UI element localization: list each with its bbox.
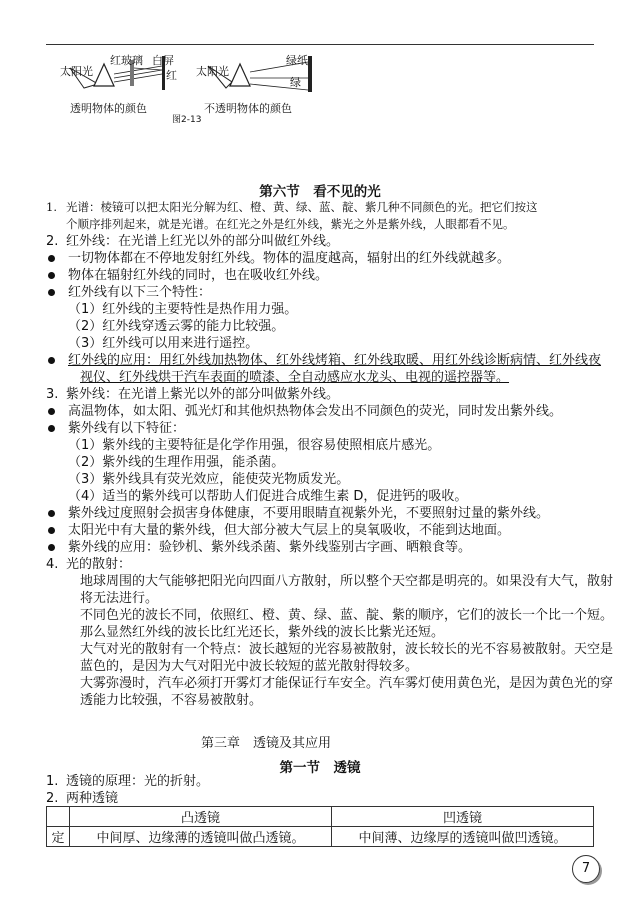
caption-opaque: 不透明物体的颜色	[204, 102, 292, 115]
label-white-screen: 白屏	[152, 54, 174, 67]
list-item	[80, 590, 158, 607]
list-item	[46, 556, 131, 573]
list-text: 大雾弥漫时，汽车必须打开雾灯才能保证行车安全。汽车雾灯使用黄色光，是因为黄色光的穿	[80, 676, 614, 691]
list-item	[80, 624, 444, 641]
list-text: 高温物体，如太阳、弧光灯和其他炽热物体会发出不同颜色的荧光，同时发出紫外线。	[68, 404, 563, 419]
list-text: 那么显然红外线的波长比红光还长，紫外线的波长比紫光还短。	[80, 625, 445, 640]
list-item: 2. 两种透镜	[46, 791, 119, 806]
green-paper	[308, 56, 312, 92]
list-item	[46, 522, 510, 539]
list-text: 一切物体都在不停地发射红外线。物体的温度越高，辐射出的红外线就越多。	[68, 251, 511, 266]
caption-transparent: 透明物体的颜色	[70, 102, 147, 115]
list-text: （3）紫外线具有荧光效应，能使荧光物质发光。	[68, 472, 350, 487]
list-item	[46, 199, 538, 216]
list-text: 紫外线有以下特征：	[68, 421, 186, 436]
bullet-icon	[48, 357, 55, 364]
bullet-icon	[48, 408, 55, 415]
list-item	[46, 403, 562, 420]
table-header	[47, 807, 70, 827]
bullet-icon	[48, 527, 55, 534]
list-text: 紫外线：在光谱上紫光以外的部分叫做紫外线。	[66, 387, 340, 402]
list-item	[80, 573, 613, 590]
list-marker: 2.	[46, 234, 59, 249]
table-header: 凸透镜	[70, 807, 332, 827]
list-item	[46, 284, 211, 301]
list-text: （1）紫外线的主要特征是化学作用强，很容易使照相底片感光。	[68, 438, 441, 453]
list-text: 光谱：棱镜可以把太阳光分解为红、橙、黄、绿、蓝、靛、紫几种不同颜色的光。把它们按这	[66, 200, 538, 214]
table-row	[47, 827, 594, 847]
list-text: 个顺序排列起来，就是光谱。在红光之外是红外线，紫光之外是紫外线，人眼都看不见。	[66, 217, 515, 231]
list-item	[80, 607, 613, 624]
label-green: 绿	[290, 76, 301, 89]
list-text: 红外线：在光谱上红光以外的部分叫做红外线。	[66, 234, 340, 249]
label-sunlight-right: 太阳光	[196, 65, 229, 78]
list-item	[80, 369, 509, 386]
section-title: 第六节 看不见的光	[259, 184, 381, 200]
bullet-icon	[48, 289, 55, 296]
list-item	[68, 437, 440, 454]
list-text: 视仪、红外线烘干汽车表面的喷漆、全自动感应水龙头、电视的遥控器等。	[80, 370, 510, 385]
list-item	[46, 505, 549, 522]
chapter-title: 第三章 透镜及其应用	[201, 736, 332, 751]
list-item	[46, 539, 471, 556]
figure-number: 图2-13	[172, 115, 202, 125]
list-marker: 1.	[46, 200, 57, 214]
list-item	[68, 335, 258, 352]
list-item	[68, 454, 284, 471]
list-text: 地球周围的大气能够把阳光向四面八方散射，所以整个天空都是明亮的。如果没有大气，散射	[80, 574, 614, 589]
list-text: 透能力比较强，不容易被散射。	[80, 693, 263, 708]
list-text: 红外线有以下三个特性：	[68, 285, 212, 300]
bullet-icon	[48, 544, 55, 551]
list-text: （4）适当的紫外线可以帮助人们促进合成维生素 D，促进钙的吸收。	[68, 489, 468, 504]
list-item	[68, 471, 349, 488]
list-item	[46, 250, 510, 267]
prism	[230, 64, 250, 86]
list-text: 光的散射：	[66, 557, 132, 572]
list-text: 将无法进行。	[80, 591, 159, 606]
table-cell: 定	[47, 827, 70, 847]
list-text: 物体在辐射红外线的同时，也在吸收红外线。	[68, 268, 329, 283]
list-item	[80, 641, 613, 658]
list-item: 1. 透镜的原理：光的折射。	[46, 774, 210, 789]
label-red: 红	[166, 69, 177, 82]
list-text: 大气对光的散射有一个特点：波长越短的光容易被散射，波长较长的光不容易被散射。天空是	[80, 642, 614, 657]
list-item	[46, 216, 515, 233]
list-item	[68, 488, 467, 505]
label-sunlight-left: 太阳光	[60, 65, 93, 78]
list-text: （2）红外线穿透云雾的能力比较强。	[68, 319, 285, 334]
list-text: （1）红外线的主要特性是热作用力强。	[68, 302, 298, 317]
bullet-icon	[48, 272, 55, 279]
list-item	[46, 267, 328, 284]
list-text: 红外线的应用：用红外线加热物体、红外线烤箱、红外线取暖、用红外线诊断病情、红外线夜	[68, 353, 602, 368]
list-item	[46, 386, 339, 403]
label-red-glass: 红玻璃	[110, 54, 143, 67]
page-number: 7	[572, 855, 600, 883]
table-header-row	[47, 807, 594, 827]
list-text: （3）红外线可以用来进行遥控。	[68, 336, 259, 351]
list-item	[46, 420, 185, 437]
label-green-paper: 绿纸	[286, 54, 308, 67]
list-text: 不同色光的波长不同，依照红、橙、黄、绿、蓝、靛、紫的顺序，它们的波长一个比一个短。	[80, 608, 614, 623]
list-item	[80, 692, 262, 709]
list-marker: 3.	[46, 387, 59, 402]
table-cell: 中间薄、边缘厚的透镜叫做凹透镜。	[332, 827, 594, 847]
lens-table	[46, 806, 594, 847]
list-text: 太阳光中有大量的紫外线，但大部分被大气层上的臭氧吸收，不能到达地面。	[68, 523, 511, 538]
list-item	[46, 233, 339, 250]
bullet-icon	[48, 510, 55, 517]
list-text: 紫外线的应用：验钞机、紫外线杀菌、紫外线鉴别古字画、晒粮食等。	[68, 540, 472, 555]
bullet-icon	[48, 425, 55, 432]
list-text: 蓝色的，是因为大气对阳光中波长较短的蓝光散射得较多。	[80, 659, 419, 674]
list-marker: 4.	[46, 557, 59, 572]
list-item	[68, 301, 297, 318]
list-item	[80, 675, 613, 692]
list-item	[68, 318, 284, 335]
list-text: 紫外线过度照射会损害身体健康，不要用眼睛直视紫外光，不要照射过量的紫外线。	[68, 506, 550, 521]
list-item	[46, 352, 601, 369]
bullet-icon	[48, 255, 55, 262]
list-text: （2）紫外线的生理作用强，能杀菌。	[68, 455, 285, 470]
list-item	[80, 658, 418, 675]
table-header: 凹透镜	[332, 807, 594, 827]
header-rule	[46, 44, 594, 45]
table-cell: 中间厚、边缘薄的透镜叫做凸透镜。	[70, 827, 332, 847]
lens-section-title: 第一节 透镜	[279, 760, 361, 776]
